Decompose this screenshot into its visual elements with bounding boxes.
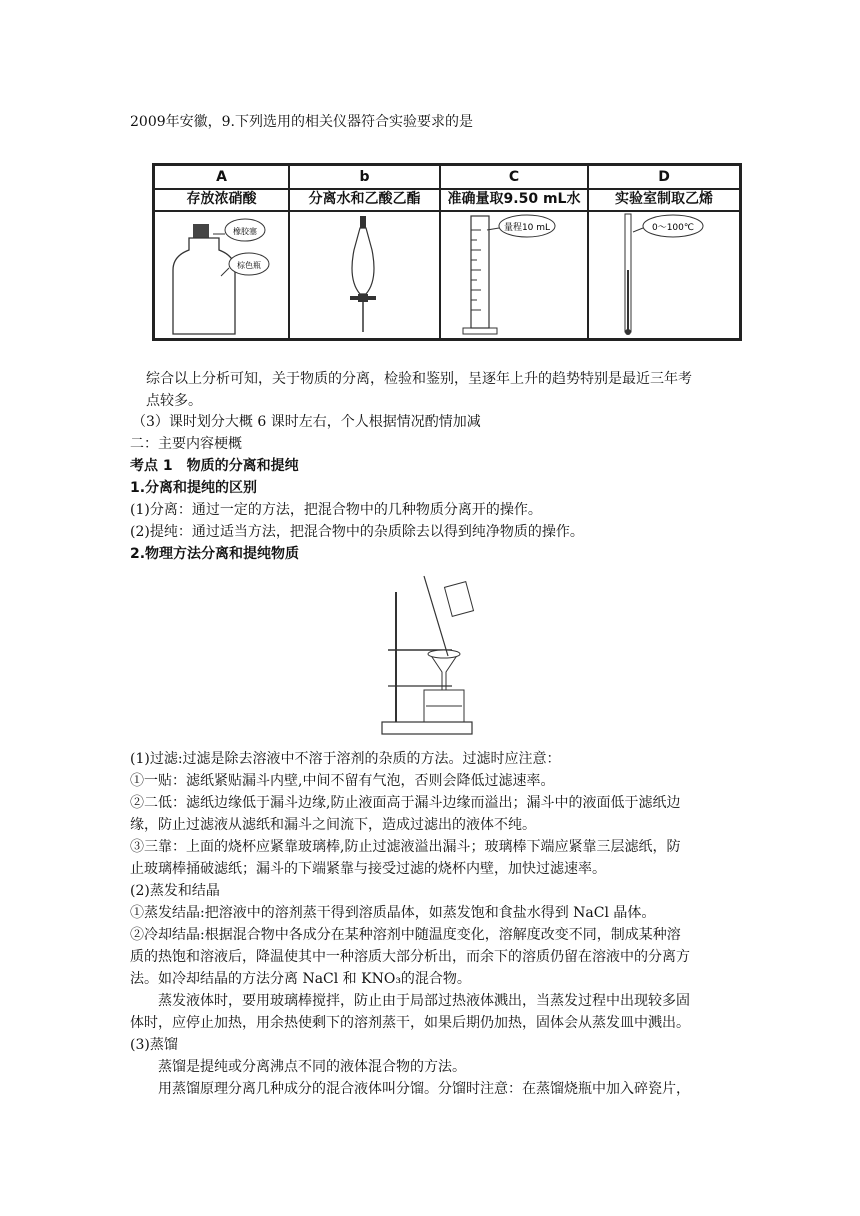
subheading-2: 2.物理方法分离和提纯物质 — [130, 546, 300, 562]
evap-line-3: ②冷却结晶:根据混合物中各成分在某种溶剂中随温度变化，溶解度改变不同，制成某种溶 — [130, 927, 681, 943]
section-heading: 二：主要内容梗概 — [130, 436, 242, 452]
column-letter: C — [441, 166, 587, 190]
column-letter: b — [290, 166, 439, 190]
column-b — [290, 166, 441, 338]
evap-line-1: (2)蒸发和结晶 — [130, 883, 220, 899]
thermometer-image — [589, 210, 739, 338]
label-bottle: 棕色瓶 — [237, 261, 261, 270]
label-stopper: 橡胶塞 — [233, 227, 257, 236]
evap-line-2: ①蒸发结晶:把溶液中的溶剂蒸干得到溶质晶体，如蒸发饱和食盐水得到 NaCl 晶体。 — [130, 905, 656, 921]
purification-definition: (2)提纯：通过适当方法，把混合物中的杂质除去以得到纯净物质的操作。 — [130, 524, 584, 540]
kaodian-heading: 考点 1 物质的分离和提纯 — [130, 458, 299, 474]
filter-line-5: ③三靠：上面的烧杯应紧靠玻璃棒,防止过滤液溢出漏斗；玻璃棒下端应紧靠三层滤纸，防 — [130, 839, 681, 855]
column-title: 准确量取9.50 mL水 — [441, 188, 587, 212]
column-c — [441, 166, 589, 338]
evap-line-5: 法。如冷却结晶的方法分离 NaCl 和 KNO₃的混合物。 — [130, 971, 471, 987]
summary-line-1: 综合以上分析可知，关于物质的分离，检验和鉴别，呈逐年上升的趋势特别是最近三年考 — [146, 371, 692, 387]
column-letter: A — [155, 166, 288, 190]
graduated-cylinder-image — [441, 210, 587, 338]
separation-definition: (1)分离：通过一定的方法，把混合物中的几种物质分离开的操作。 — [130, 502, 542, 518]
filter-line-3: ②二低：滤纸边缘低于漏斗边缘,防止液面高于漏斗边缘而溢出；漏斗中的液面低于滤纸边 — [130, 795, 681, 811]
evap-line-7: 体时，应停止加热，用余热使剩下的溶剂蒸干，如果后期仍加热，固体会从蒸发皿中溅出。 — [130, 1015, 690, 1031]
column-d — [589, 166, 739, 338]
filter-line-6: 止玻璃棒捅破滤纸；漏斗的下端紧靠与接受过滤的烧杯内壁，加快过滤速率。 — [130, 861, 606, 877]
summary-line-2: 点较多。 — [146, 393, 202, 409]
distill-line-3: 用蒸馏原理分离几种成分的混合液体叫分馏。分馏时注意：在蒸馏烧瓶中加入碎瓷片， — [130, 1081, 690, 1097]
filter-line-4: 缘，防止过滤液从滤纸和漏斗之间流下，造成过滤出的液体不纯。 — [130, 817, 536, 833]
separatory-funnel-image — [290, 210, 439, 338]
label-range: 量程10 mL — [503, 223, 551, 233]
class-hours: （3）课时划分大概 6 课时左右，个人根据情况酌情加减 — [132, 414, 481, 430]
column-a — [155, 166, 290, 338]
evap-line-6: 蒸发液体时，要用玻璃棒搅拌，防止由于局部过热液体溅出，当蒸发过程中出现较多固 — [130, 993, 690, 1009]
filter-line-1: (1)过滤:过滤是除去溶液中不溶于溶剂的杂质的方法。过滤时应注意： — [130, 751, 561, 767]
column-title: 实验室制取乙烯 — [589, 188, 739, 212]
label-temp-range: 0～100℃ — [651, 223, 695, 233]
filter-line-2: ①一贴：滤纸紧贴漏斗内壁,中间不留有气泡，否则会降低过滤速率。 — [130, 773, 555, 789]
distill-line-2: 蒸馏是提纯或分离沸点不同的液体混合物的方法。 — [130, 1059, 466, 1075]
question-intro: 2009年安徽，9.下列选用的相关仪器符合实验要求的是 — [130, 114, 473, 130]
evap-line-4: 质的热饱和溶液后，降温使其中一种溶质大部分析出，而余下的溶质仍留在溶液中的分离方 — [130, 949, 690, 965]
distill-line-1: (3)蒸馏 — [130, 1037, 178, 1053]
filtration-apparatus-image — [380, 572, 480, 740]
column-letter: D — [589, 166, 739, 190]
column-title: 分离水和乙酸乙酯 — [290, 188, 439, 212]
apparatus-table — [152, 163, 742, 341]
subheading-1: 1.分离和提纯的区别 — [130, 480, 258, 496]
column-title: 存放浓硝酸 — [155, 188, 288, 212]
brown-bottle-image — [155, 210, 288, 338]
